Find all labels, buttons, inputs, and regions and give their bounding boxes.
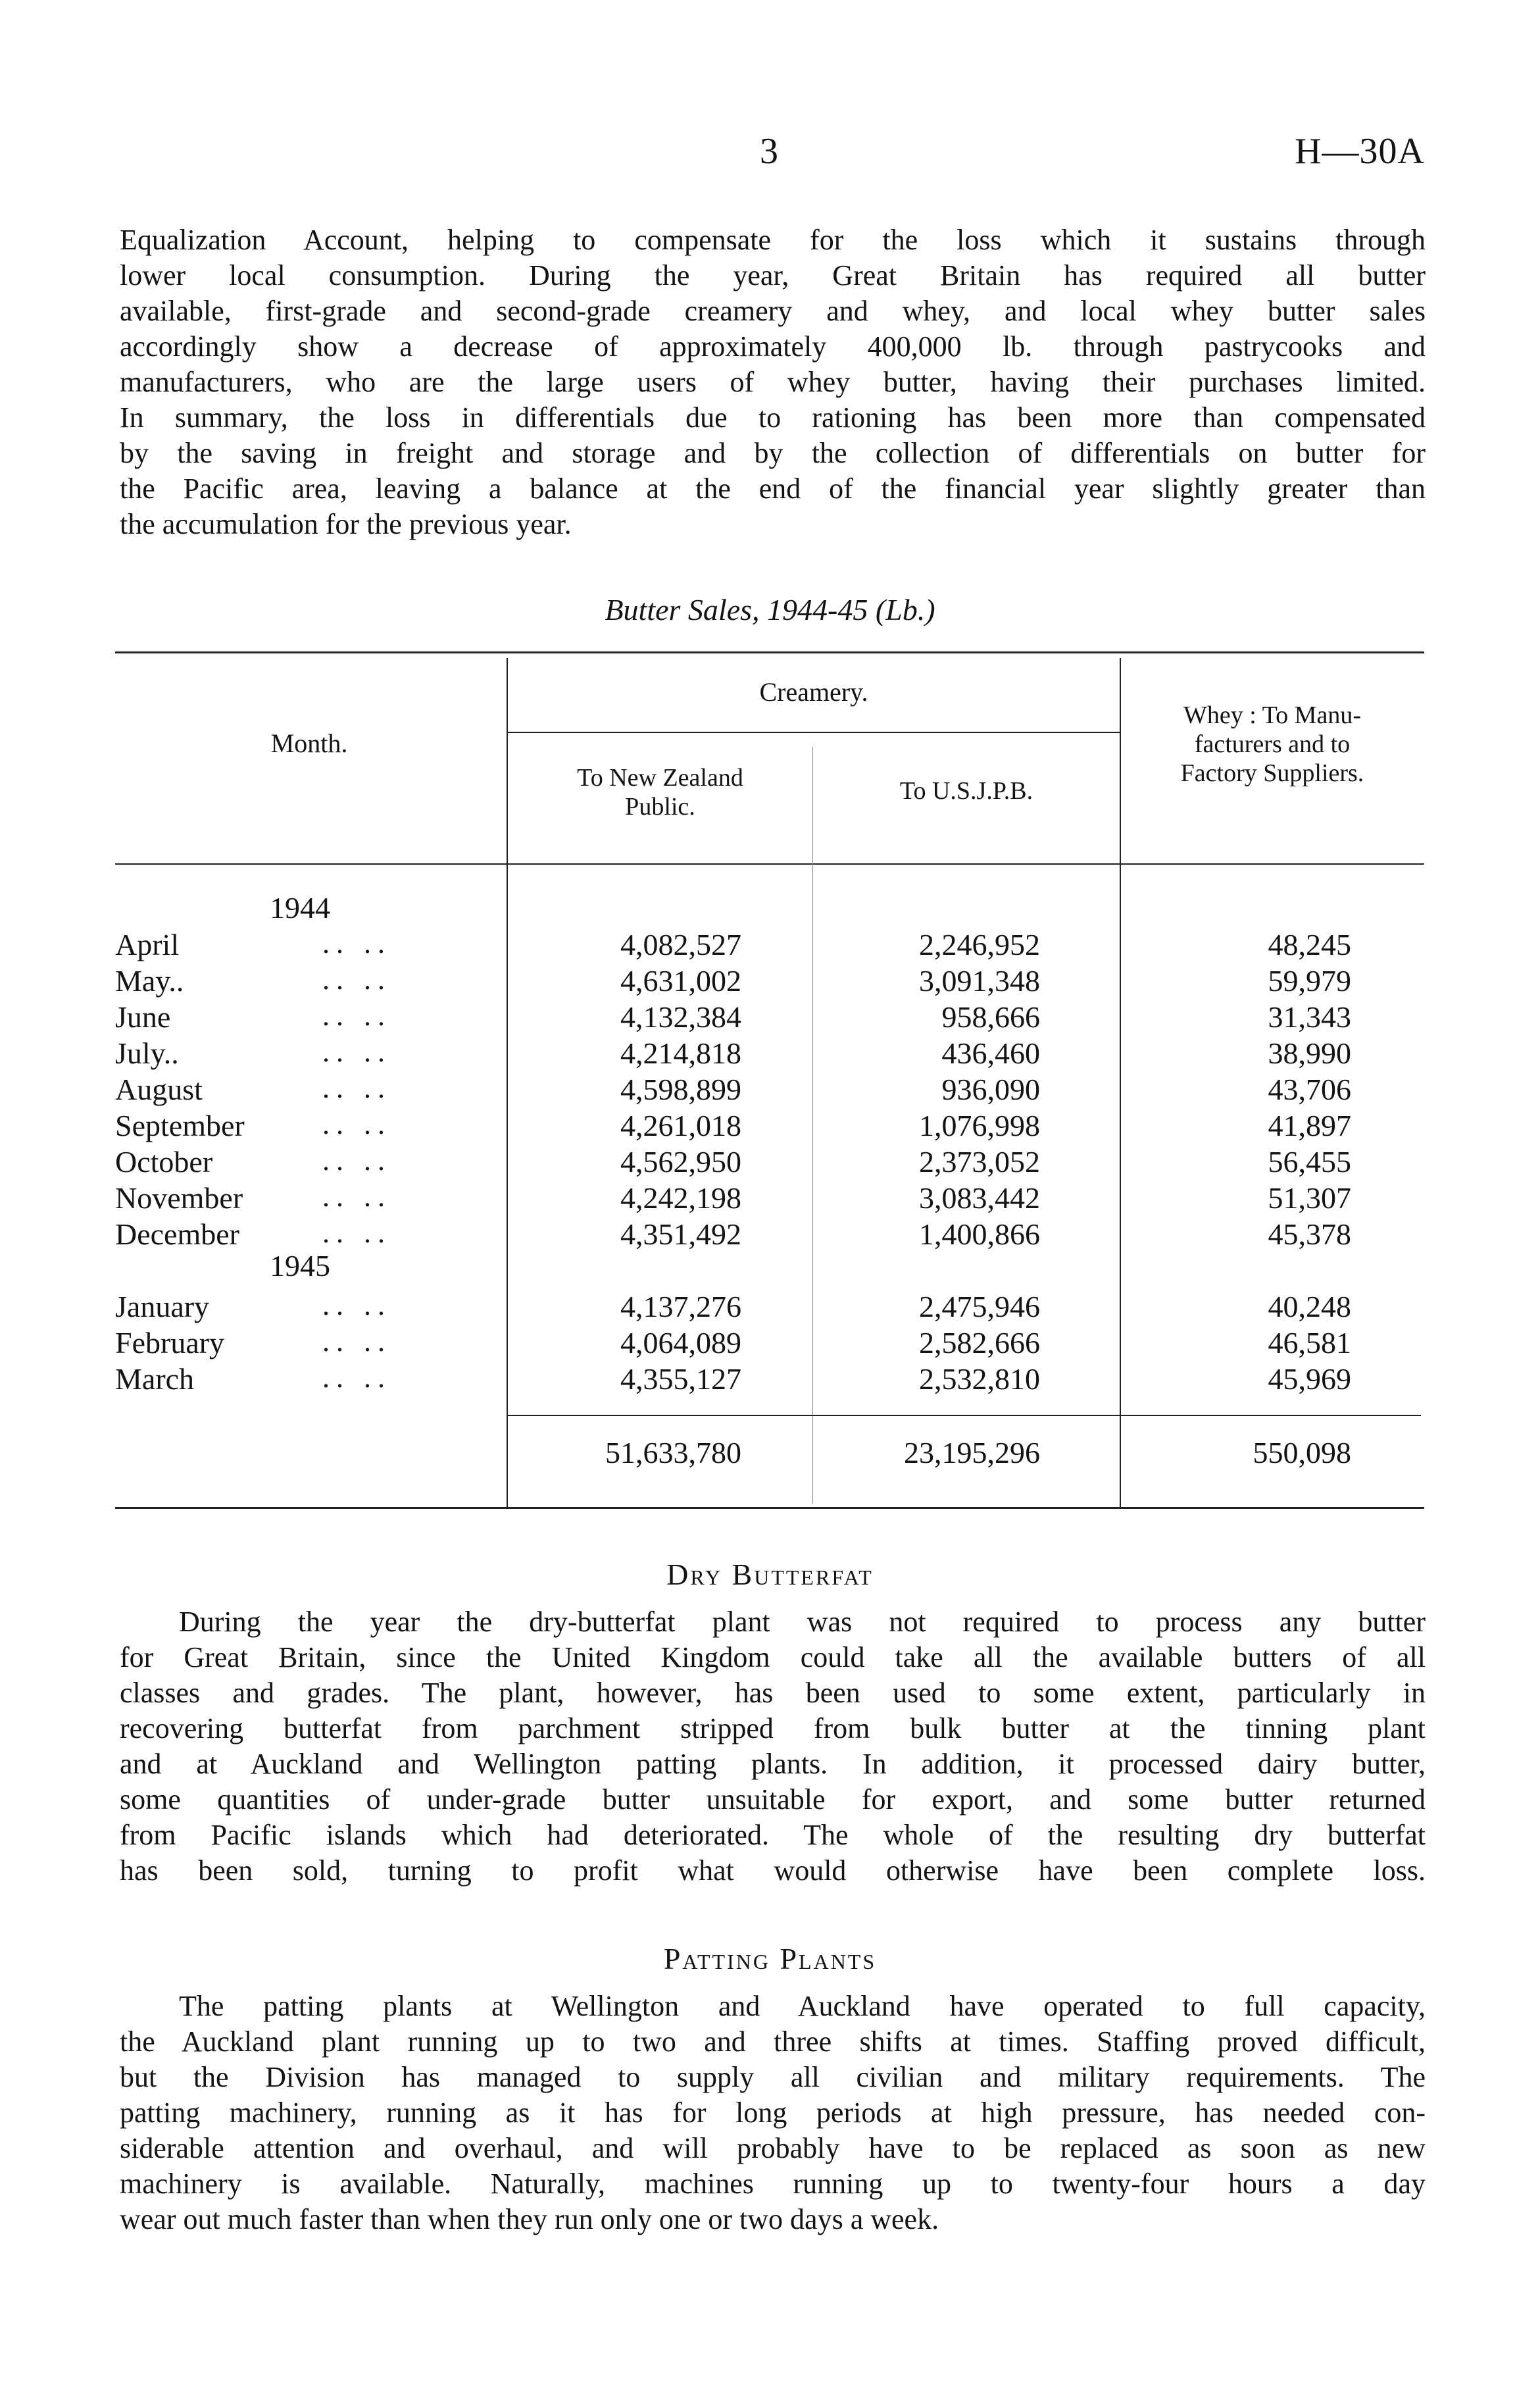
year-label: 1945: [270, 1249, 330, 1283]
row-month: June: [115, 1000, 171, 1034]
text-line: recovering butterfat from parchment stripped from bulk butter at the tinning plant: [120, 1712, 1426, 1744]
row-whey: 45,378: [1268, 1217, 1351, 1251]
row-month: April: [115, 928, 180, 961]
total-nz: 51,633,780: [605, 1436, 741, 1469]
leader-dots: .. ..: [322, 1144, 391, 1177]
total-whey: 550,098: [1253, 1436, 1351, 1469]
leader-dots: .. ..: [322, 1108, 391, 1140]
row-usjpb: 958,666: [941, 1000, 1040, 1034]
text-line: manufacturers, who are the large users of whey butter, having their purchases limited.: [120, 366, 1426, 398]
row-whey: 31,343: [1268, 1000, 1351, 1034]
text-line: but the Division has managed to supply all civilian and military requirements. The: [120, 2061, 1426, 2093]
row-nz-public: 4,242,198: [620, 1181, 741, 1215]
row-usjpb: 2,532,810: [919, 1362, 1040, 1396]
total-us: 23,195,296: [904, 1436, 1040, 1469]
header-text: Factory Suppliers.: [1180, 759, 1364, 787]
row-month: January: [115, 1290, 210, 1323]
leader-dots: .. ..: [322, 1181, 391, 1213]
text-line: patting machinery, running as it has for long periods at high pressure, has needed con-: [120, 2097, 1426, 2129]
row-month: August: [115, 1073, 203, 1106]
row-month: July..: [115, 1036, 179, 1070]
row-nz-public: 4,631,002: [620, 964, 741, 998]
row-usjpb: 2,373,052: [919, 1145, 1040, 1179]
row-whey: 56,455: [1268, 1145, 1351, 1179]
creamery-subrule: [507, 732, 1120, 733]
row-whey: 46,581: [1268, 1326, 1351, 1360]
row-nz-public: 4,562,950: [620, 1145, 741, 1179]
text-line: some quantities of under-grade butter unsuitable for export, and some butter returned: [120, 1783, 1426, 1816]
row-usjpb: 936,090: [941, 1073, 1040, 1106]
text-line: available, first-grade and second-grade creamery and whey, and local whey butter sales: [120, 295, 1426, 327]
row-nz-public: 4,064,089: [620, 1326, 741, 1360]
row-month: October: [115, 1145, 213, 1179]
header-whey: [1121, 701, 1424, 788]
text-line: machinery is available. Naturally, machines running up to twenty-four hours a day: [120, 2168, 1426, 2200]
leader-dots: .. ..: [322, 1217, 391, 1249]
text-line: lower local consumption. During the year, Great Britain has required all butter: [120, 259, 1426, 292]
text-line: During the year the dry-butterfat plant was not required to process any butter: [179, 1606, 1426, 1638]
leader-dots: .. ..: [322, 1289, 391, 1321]
row-month: March: [115, 1362, 195, 1396]
row-usjpb: 436,460: [941, 1036, 1040, 1070]
text-line: the Pacific area, leaving a balance at the end of the financial year slightly greater than: [120, 472, 1426, 505]
header-text: Public.: [625, 793, 695, 821]
header-text: facturers and to: [1194, 730, 1351, 758]
text-line: accordingly show a decrease of approximately 400,000 lb. through pastrycooks and: [120, 330, 1426, 363]
text-line: wear out much faster than when they run only one or two days a week.: [120, 2203, 939, 2235]
header-text: Whey : To Manu-: [1183, 701, 1361, 729]
row-nz-public: 4,132,384: [620, 1000, 741, 1034]
row-whey: 41,897: [1268, 1109, 1351, 1142]
table-bottom-rule: [115, 1507, 1424, 1509]
header-creamery: Creamery.: [759, 677, 868, 707]
page-number: 3: [760, 131, 778, 172]
row-usjpb: 3,083,442: [919, 1181, 1040, 1215]
header-usjpb: To U.S.J.P.B.: [899, 777, 1033, 805]
document-reference: H—30A: [1295, 131, 1425, 172]
row-usjpb: 2,475,946: [919, 1290, 1040, 1323]
section-title-dry-butterfat: Dry Butterfat: [666, 1558, 874, 1591]
row-nz-public: 4,351,492: [620, 1217, 741, 1251]
leader-dots: .. ..: [322, 927, 391, 959]
row-whey: 51,307: [1268, 1181, 1351, 1215]
row-month: September: [115, 1109, 245, 1142]
row-whey: 48,245: [1268, 928, 1351, 961]
year-label: 1944: [270, 891, 330, 925]
row-nz-public: 4,214,818: [620, 1036, 741, 1070]
row-month: May..: [115, 964, 184, 998]
leader-dots: .. ..: [322, 963, 391, 996]
text-line: the Auckland plant running up to two and three shifts at times. Staffing proved difficult,: [120, 2025, 1426, 2058]
row-whey: 43,706: [1268, 1073, 1351, 1106]
row-usjpb: 2,582,666: [919, 1326, 1040, 1360]
header-month: Month.: [270, 728, 348, 758]
row-month: February: [115, 1326, 225, 1360]
row-usjpb: 1,076,998: [919, 1109, 1040, 1142]
leader-dots: .. ..: [322, 1325, 391, 1358]
text-line: In summary, the loss in differentials due to rationing has been more than compensated: [120, 401, 1426, 434]
row-nz-public: 4,137,276: [620, 1290, 741, 1323]
section-title-patting-plants: Patting Plants: [663, 1942, 877, 1975]
leader-dots: .. ..: [322, 1000, 391, 1032]
text-line: and at Auckland and Wellington patting plants. In addition, it processed dairy butter,: [120, 1748, 1426, 1780]
row-whey: 45,969: [1268, 1362, 1351, 1396]
text-line: siderable attention and overhaul, and will probably have to be replaced as soon as new: [120, 2132, 1426, 2164]
row-whey: 59,979: [1268, 964, 1351, 998]
text-line: from Pacific islands which had deteriorated. The whole of the resulting dry butterfat: [120, 1819, 1426, 1851]
row-nz-public: 4,355,127: [620, 1362, 741, 1396]
table-header-rule: [115, 863, 1424, 865]
header-text: To New Zealand: [577, 764, 743, 792]
row-whey: 40,248: [1268, 1290, 1351, 1323]
row-usjpb: 1,400,866: [919, 1217, 1040, 1251]
text-line: the accumulation for the previous year.: [120, 508, 572, 540]
table-top-rule: [115, 651, 1424, 653]
leader-dots: .. ..: [322, 1072, 391, 1104]
totals-rule: [507, 1415, 1421, 1416]
text-line: Equalization Account, helping to compensate for the loss which it sustains through: [120, 224, 1426, 256]
row-usjpb: 2,246,952: [919, 928, 1040, 961]
text-line: classes and grades. The plant, however, has been used to some extent, particularly in: [120, 1677, 1426, 1709]
row-month: December: [115, 1217, 239, 1251]
row-nz-public: 4,261,018: [620, 1109, 741, 1142]
table-title: Butter Sales, 1944-45 (Lb.): [605, 593, 935, 626]
text-line: for Great Britain, since the United Kingdom could take all the available butters of all: [120, 1641, 1426, 1673]
leader-dots: .. ..: [322, 1361, 391, 1394]
text-line: The patting plants at Wellington and Auckland have operated to full capacity,: [179, 1990, 1426, 2022]
row-nz-public: 4,082,527: [620, 928, 741, 961]
text-line: by the saving in freight and storage and by the collection of differentials on butter for: [120, 437, 1426, 469]
row-nz-public: 4,598,899: [620, 1073, 741, 1106]
row-whey: 38,990: [1268, 1036, 1351, 1070]
row-month: November: [115, 1181, 243, 1215]
text-line: has been sold, turning to profit what would otherwise have been complete loss.: [120, 1854, 1426, 1887]
header-nz-public: [508, 763, 812, 821]
leader-dots: .. ..: [322, 1036, 391, 1068]
row-usjpb: 3,091,348: [919, 964, 1040, 998]
